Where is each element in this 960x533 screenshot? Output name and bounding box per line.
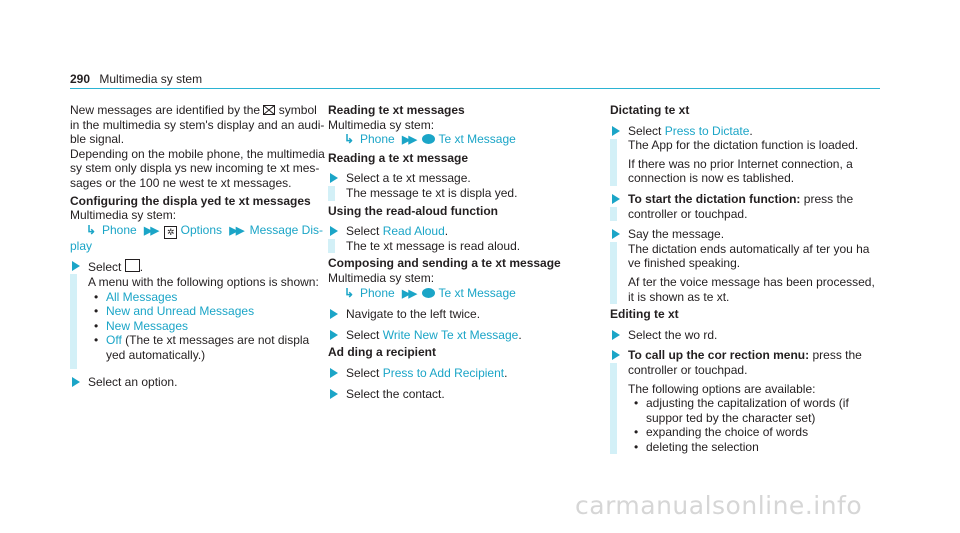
gear-icon: ✲: [164, 226, 177, 239]
heading-adding-recipient: Ad ding a recipient: [328, 345, 437, 360]
heading-dictating: Dictating te xt: [610, 103, 690, 117]
link-read-aloud[interactable]: Read Aloud: [382, 224, 445, 239]
hook-arrow-icon: ↳: [344, 132, 355, 147]
page-number: 290: [70, 72, 91, 86]
menu-shown-text: A menu with the following options is shown:: [88, 274, 319, 289]
step-select-menu: Select . A menu with the following options is shown: • All Messages • New and Unread Messages • New Messages • Off (The te xt messages are not displa yed automatically.): [70, 259, 325, 368]
section-title: Multimedia sy stem: [99, 72, 203, 86]
path-message-display[interactable]: Message Dis‐: [249, 222, 323, 237]
page-header: [70, 72, 202, 87]
list-item: • adjusting the capitalization of words (if suppor ted by the character set): [628, 396, 875, 425]
step-arrow-icon: [612, 350, 620, 360]
step-bar: [70, 274, 77, 368]
step-arrow-icon: [72, 261, 80, 271]
paragraph-depending: Depending on the mobile phone, the multimedia sy stem only displa ys new incoming te xt mes‐ sages or the 100 ne west te xt messages.: [70, 146, 325, 190]
step-select-message: Select a te xt message. The message te xt is displa yed.: [328, 171, 588, 200]
step-correction-menu: To call up the cor rection menu: press the controller or touchpad. The following options are available: • adjusting the capitalization of words (if suppor ted by the character set) • expanding the choice of words • deleting the selection: [610, 348, 875, 454]
step-arrow-icon: [330, 330, 338, 340]
message-bubble-icon: [422, 134, 435, 144]
heading-reading: Reading te xt messages: [328, 103, 465, 117]
system-label: Multimedia sy stem:: [328, 117, 435, 132]
step-select-contact: Select the contact.: [328, 387, 588, 402]
path-phone[interactable]: Phone: [360, 132, 395, 147]
step-press-dictate: Select Press to Dictate. The App for the dictation function is loaded. If there was no prior Internet connection, a connection is now es tablished.: [610, 124, 875, 186]
step-add-recipient: Select Press to Add Recipient.: [328, 366, 588, 381]
hook-arrow-icon: ↳: [344, 285, 355, 300]
path-phone[interactable]: Phone: [102, 222, 137, 237]
menu-path-composing: [328, 286, 588, 302]
heading-configuring: Configuring the displa yed te xt messages: [70, 193, 311, 208]
option-off-link[interactable]: Off: [106, 333, 122, 348]
menu-path-cont: [70, 239, 325, 254]
step-arrow-icon: [330, 368, 338, 378]
menu-path: [70, 223, 325, 239]
step-arrow-icon: [330, 226, 338, 236]
menu-path-reading: [328, 132, 588, 148]
step-start-dictation: To start the dictation function: press the controller or touchpad.: [610, 192, 875, 221]
option-off: • Off (The te xt messages are not displa yed automatically.): [88, 333, 325, 362]
double-chevron-icon: ▶▶: [144, 224, 157, 237]
message-bubble-icon: [422, 288, 435, 298]
column-2: [328, 103, 588, 401]
option-all-messages[interactable]: • All Messages: [88, 290, 325, 305]
heading-read-aloud: Using the read-aloud function: [328, 203, 498, 218]
double-chevron-icon: ▶▶: [229, 224, 243, 237]
step-arrow-icon: [72, 377, 80, 387]
step-navigate: Navigate to the left twice.: [328, 307, 588, 322]
system-label: Multimedia sy stem:: [70, 208, 177, 223]
option-new-unread[interactable]: • New and Unread Messages: [88, 304, 325, 319]
link-write-new[interactable]: Write New Te xt Message: [382, 327, 519, 342]
step-select-word: Select the wo rd.: [610, 328, 875, 343]
heading-reading-message: Reading a te xt message: [328, 150, 469, 165]
double-chevron-icon: ▶▶: [402, 287, 415, 300]
heading-editing: Editing te xt: [610, 307, 679, 322]
step-arrow-icon: [612, 330, 620, 340]
path-text-message[interactable]: Te xt Message: [438, 132, 516, 147]
system-label: Multimedia sy stem:: [328, 270, 435, 285]
path-message-display-cont[interactable]: play: [70, 238, 93, 253]
paragraph-new-messages: New messages are identified by the symbol in the multimedia sy stem's display and an audi‐ ble signal.: [70, 103, 325, 147]
step-bar: [610, 242, 617, 304]
column-1: [70, 103, 325, 389]
step-say-message: Say the message. The dictation ends automatically af ter you ha ve finished speaking. Af ter the voice message has been processed, it is shown as te xt.: [610, 227, 875, 304]
double-chevron-icon: ▶▶: [402, 134, 415, 147]
step-bar: [610, 207, 617, 221]
header-rule: [70, 88, 880, 89]
step-arrow-icon: [330, 173, 338, 183]
envelope-icon: [263, 105, 275, 115]
step-arrow-icon: [612, 229, 620, 239]
watermark: carmanualsonline.info: [575, 491, 863, 520]
list-item: • expanding the choice of words: [628, 425, 875, 440]
step-arrow-icon: [612, 194, 620, 204]
step-bar: [610, 363, 617, 454]
step-arrow-icon: [612, 126, 620, 136]
list-item: • deleting the selection: [628, 440, 875, 455]
path-text-message[interactable]: Te xt Message: [438, 285, 516, 300]
menu-icon: [125, 259, 140, 272]
step-bar: [610, 139, 617, 186]
step-bar: [328, 239, 335, 253]
option-new-messages[interactable]: • New Messages: [88, 319, 325, 334]
step-select-option: Select an option.: [70, 375, 325, 390]
path-options[interactable]: Options: [180, 222, 223, 237]
path-phone[interactable]: Phone: [360, 285, 395, 300]
step-bar: [328, 186, 335, 200]
link-press-to-dictate[interactable]: Press to Dictate: [664, 123, 750, 138]
hook-arrow-icon: ↳: [86, 222, 97, 237]
step-read-aloud: Select Read Aloud. The te xt message is read aloud.: [328, 224, 588, 253]
step-write-new: Select Write New Te xt Message.: [328, 328, 588, 343]
step-arrow-icon: [330, 309, 338, 319]
step-arrow-icon: [330, 389, 338, 399]
link-add-recipient[interactable]: Press to Add Recipient: [382, 365, 505, 380]
heading-composing: Composing and sending a te xt message: [328, 256, 561, 271]
column-3: [610, 103, 875, 454]
